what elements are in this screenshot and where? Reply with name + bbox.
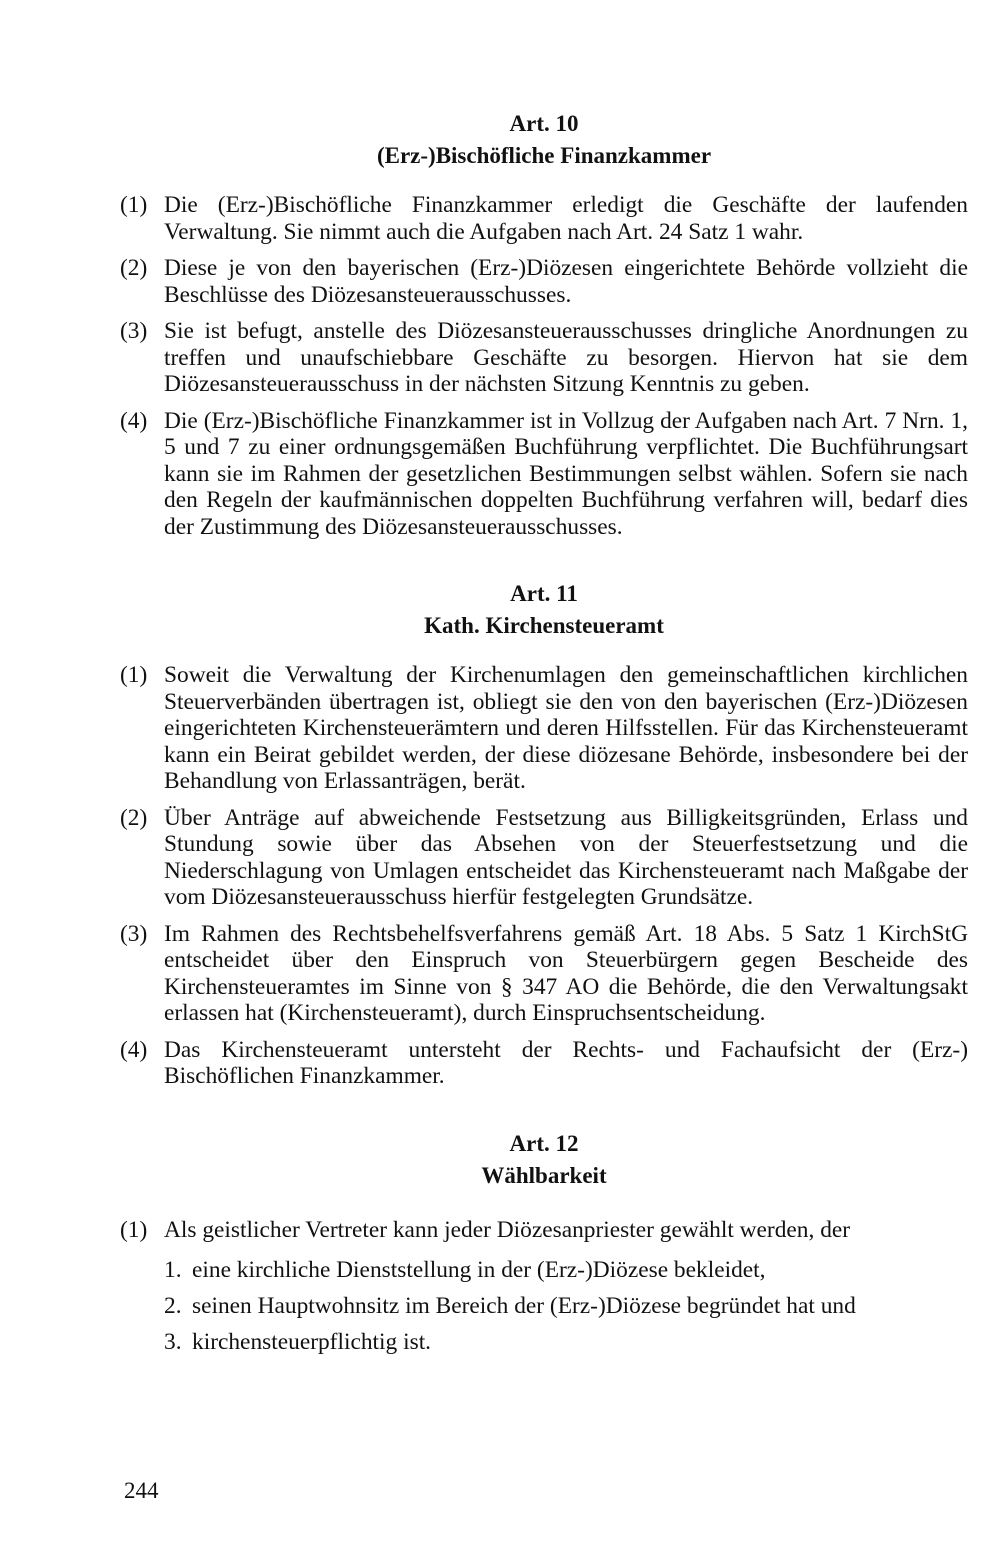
paragraph-body — [164, 1212, 968, 1360]
paragraph-text: Diese je von den bayerischen (Erz-)Diözesen eingerichtete Behörde vollzieht die Beschlüsse des Diözesansteuerausschusses. — [164, 255, 968, 308]
paragraph-number: (3) — [120, 318, 148, 344]
list-item-number: 3. — [164, 1328, 182, 1355]
paragraph-number: (2) — [120, 255, 148, 281]
article-title: Wählbarkeit — [481, 1162, 607, 1188]
paragraph — [120, 408, 968, 541]
article-heading — [120, 578, 968, 642]
list-item-number: 2. — [164, 1292, 182, 1319]
article-title: Kath. Kirchensteueramt — [424, 613, 664, 638]
list-item — [164, 1324, 968, 1360]
article-number: Art. 12 — [509, 1130, 579, 1156]
article-title: (Erz-)Bischöfliche Finanzkammer — [376, 143, 712, 168]
article-paragraphs — [120, 192, 968, 540]
paragraph-number: (1) — [120, 192, 148, 218]
paragraph — [120, 192, 968, 245]
paragraph-number: (4) — [120, 407, 148, 434]
paragraph-text: Sie ist befugt, anstelle des Diözesansteuerausschusses dringliche Anordnungen zu treffen und unaufschiebbare Geschäfte zu besorgen. Hiervon hat sie dem Diözesansteuerausschuss in der nächsten Sitzung Kenntnis zu geben. — [164, 318, 968, 397]
page-number: 244 — [124, 1478, 159, 1503]
article-paragraphs — [120, 662, 968, 1090]
paragraph-number: (4) — [120, 1036, 148, 1063]
paragraph-text: Als geistlicher Vertreter kann jeder Diözesanpriester gewählt werden, der — [164, 1216, 851, 1243]
paragraph-text: Die (Erz-)Bischöfliche Finanzkammer erledigt die Geschäfte der laufenden Verwaltung. Sie nimmt auch die Aufgaben nach Art. 24 Satz 1 wahr. — [164, 192, 968, 245]
numbered-list — [164, 1252, 968, 1360]
paragraph — [120, 1212, 968, 1360]
article-heading — [120, 108, 968, 172]
article-number: Art. 11 — [510, 581, 578, 606]
paragraph-number: (3) — [120, 920, 148, 947]
paragraph — [120, 662, 968, 795]
article-heading — [120, 1128, 968, 1192]
paragraph-number: (1) — [120, 662, 148, 688]
article-10 — [120, 108, 968, 540]
paragraph — [120, 318, 968, 398]
paragraph-text: Soweit die Verwaltung der Kirchenumlagen den gemeinschaftlichen kirchlichen Steuerverbänden übertragen ist, obliegt sie den von den bayerischen (Erz-)Diözesen eingerichteten Kirchensteuerämtern und deren Hilfsstellen. Für das Kirchensteueramt kann ein Beirat gebildet werden, der diese diözesane Behörde, insbesondere bei der Behandlung von Erlassanträgen, berät. — [164, 662, 968, 794]
list-item — [164, 1288, 968, 1324]
paragraph-number: (1) — [120, 1216, 148, 1243]
paragraph-number: (2) — [120, 804, 148, 831]
list-item-text: seinen Hauptwohnsitz im Bereich der (Erz-)Diözese begründet hat und — [192, 1292, 856, 1319]
list-item — [164, 1252, 968, 1288]
list-item-text: eine kirchliche Dienststellung in der (Erz-)Diözese bekleidet, — [192, 1256, 766, 1283]
paragraph — [120, 921, 968, 1027]
article-number: Art. 10 — [509, 111, 579, 136]
paragraph — [120, 805, 968, 911]
paragraph-text: Das Kirchensteueramt untersteht der Rechts- und Fachaufsicht der (Erz-) Bischöflichen Finanzkammer. — [164, 1036, 968, 1089]
article-11 — [120, 578, 968, 1090]
paragraph-text: Im Rahmen des Rechtsbehelfsverfahrens gemäß Art. 18 Abs. 5 Satz 1 KirchStG entscheidet über den Einspruch von Steuerbürgern gegen Bescheide des Kirchensteueramtes im Sinne von § 347 AO die Behörde, die den Verwaltungsakt erlassen hat (Kirchensteueramt), durch Einspruchsentscheidung. — [164, 920, 968, 1026]
article-paragraphs — [120, 1212, 968, 1360]
paragraph-text: Die (Erz-)Bischöfliche Finanzkammer ist in Vollzug der Aufgaben nach Art. 7 Nrn. 1, 5 und 7 zu einer ordnungsgemäßen Buchführung verpflichtet. Die Buchführungsart kann sie im Rahmen der gesetzlichen Bestimmungen selbst wählen. Sofern sie nach den Regeln der kaufmännischen doppelten Buchführung verfahren will, bedarf dies der Zustimmung des Diözesansteuerausschusses. — [164, 407, 968, 540]
list-item-number: 1. — [164, 1256, 182, 1283]
paragraph — [120, 1037, 968, 1090]
list-item-text: kirchensteuerpflichtig ist. — [192, 1328, 432, 1355]
paragraph-text: Über Anträge auf abweichende Festsetzung aus Billigkeitsgründen, Erlass und Stundung sowie über das Absehen von der Steuerfestsetzung und die Niederschlagung von Umlagen entscheidet das Kirchensteueramt nach Maßgabe der vom Diözesansteuerausschuss hierfür festgelegten Grundsätze. — [164, 804, 968, 910]
document-page — [120, 108, 968, 1370]
article-12 — [120, 1128, 968, 1360]
paragraph — [120, 255, 968, 308]
